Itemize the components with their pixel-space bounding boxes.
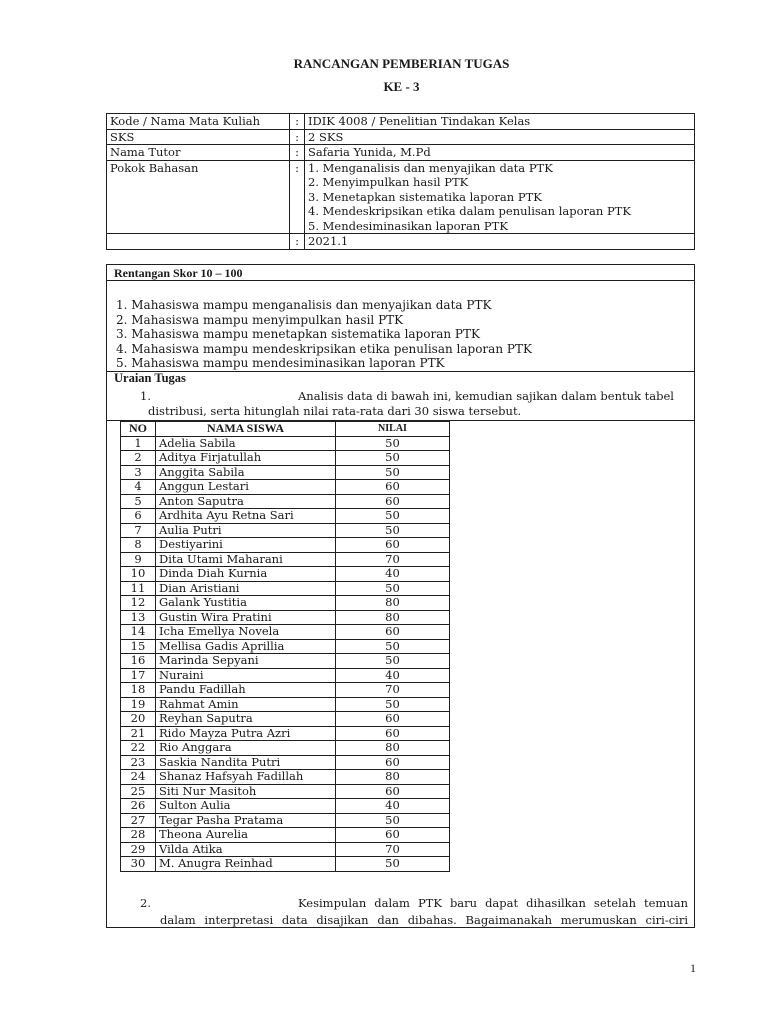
info-label: SKS: [107, 129, 290, 145]
row-number: 20: [121, 712, 156, 727]
topic-item: 1. Menganalisis dan menyajikan data PTK: [308, 160, 553, 175]
student-score: 50: [336, 451, 450, 466]
row-number: 26: [121, 799, 156, 814]
student-score: 60: [336, 625, 450, 640]
task-description-heading: Uraian Tugas: [114, 371, 186, 385]
table-row: [121, 581, 450, 596]
table-row: [121, 741, 450, 756]
table-row: [121, 567, 450, 582]
student-score: 80: [336, 610, 450, 625]
table-row: [121, 697, 450, 712]
table-header-row: [121, 422, 450, 437]
student-score: 80: [336, 741, 450, 756]
student-score: 50: [336, 639, 450, 654]
info-row-pokok-bahasan: [107, 160, 695, 234]
student-name: Dian Aristiani: [156, 581, 336, 596]
student-score: 50: [336, 509, 450, 524]
table-row: [121, 668, 450, 683]
info-separator: :: [290, 234, 305, 250]
student-score: 50: [336, 581, 450, 596]
row-number: 14: [121, 625, 156, 640]
objective-item: 2. Mahasiswa mampu menyimpulkan hasil PTK: [116, 312, 404, 327]
task-number: 1.: [140, 389, 151, 403]
task-2: [140, 895, 688, 929]
student-score: 60: [336, 494, 450, 509]
divider: [107, 280, 694, 281]
student-name: Vilda Atika: [156, 842, 336, 857]
student-name: Aditya Firjatullah: [156, 451, 336, 466]
table-row: [121, 799, 450, 814]
student-scores-table: [120, 421, 450, 872]
student-name: Anggita Sabila: [156, 465, 336, 480]
course-info-table: [106, 113, 695, 250]
table-row: [121, 625, 450, 640]
row-number: 4: [121, 480, 156, 495]
info-row-semester: [107, 234, 695, 250]
student-name: Gustin Wira Pratini: [156, 610, 336, 625]
info-label: [107, 234, 290, 250]
objective-item: 4. Mahasiswa mampu mendeskripsikan etika penulisan laporan PTK: [116, 341, 532, 356]
student-name: Nuraini: [156, 668, 336, 683]
student-score: 60: [336, 755, 450, 770]
row-number: 13: [121, 610, 156, 625]
table-row: [121, 610, 450, 625]
student-score: 40: [336, 799, 450, 814]
task-1: [140, 389, 686, 419]
table-row: [121, 755, 450, 770]
info-value: Safaria Yunida, M.Pd: [305, 145, 695, 161]
info-row-kode: [107, 114, 695, 130]
table-row: [121, 784, 450, 799]
table-row: [121, 494, 450, 509]
info-separator: :: [290, 114, 305, 130]
student-score: 50: [336, 813, 450, 828]
row-number: 11: [121, 581, 156, 596]
student-score: 60: [336, 726, 450, 741]
row-number: 7: [121, 523, 156, 538]
row-number: 8: [121, 538, 156, 553]
task-text: distribusi, serta hitunglah nilai rata-rata dari 30 siswa tersebut.: [148, 404, 522, 418]
student-score: 80: [336, 596, 450, 611]
row-number: 16: [121, 654, 156, 669]
student-score: 60: [336, 538, 450, 553]
student-score: 60: [336, 480, 450, 495]
student-score: 40: [336, 567, 450, 582]
objectives-list: [116, 298, 532, 371]
student-score: 60: [336, 712, 450, 727]
objective-item: 3. Mahasiswa mampu menetapkan sistematika laporan PTK: [116, 327, 480, 342]
score-range-label: Rentangan Skor 10 – 100: [114, 266, 243, 280]
table-row: [121, 465, 450, 480]
student-score: 60: [336, 784, 450, 799]
row-number: 29: [121, 842, 156, 857]
topic-item: 2. Menyimpulkan hasil PTK: [308, 175, 469, 189]
row-number: 28: [121, 828, 156, 843]
table-row: [121, 509, 450, 524]
student-name: Galank Yustitia: [156, 596, 336, 611]
table-row: [121, 654, 450, 669]
table-row: [121, 523, 450, 538]
info-value: IDIK 4008 / Penelitian Tindakan Kelas: [305, 114, 695, 130]
student-name: Dinda Diah Kurnia: [156, 567, 336, 582]
header-score: NILAI: [336, 422, 450, 437]
student-score: 70: [336, 683, 450, 698]
student-name: Aulia Putri: [156, 523, 336, 538]
student-score: 50: [336, 697, 450, 712]
page-number: 1: [690, 961, 696, 975]
divider: [107, 371, 694, 372]
student-name: Siti Nur Masitoh: [156, 784, 336, 799]
row-number: 17: [121, 668, 156, 683]
row-number: 21: [121, 726, 156, 741]
row-number: 3: [121, 465, 156, 480]
table-row: [121, 712, 450, 727]
info-separator: :: [290, 145, 305, 161]
table-row: [121, 813, 450, 828]
info-value: 2 SKS: [305, 129, 695, 145]
info-row-tutor: [107, 145, 695, 161]
student-name: Reyhan Saputra: [156, 712, 336, 727]
student-name: Saskia Nandita Putri: [156, 755, 336, 770]
row-number: 18: [121, 683, 156, 698]
info-value: 2021.1: [305, 234, 695, 250]
student-name: Pandu Fadillah: [156, 683, 336, 698]
student-score: 50: [336, 523, 450, 538]
student-score: 50: [336, 654, 450, 669]
student-name: Adelia Sabila: [156, 436, 336, 451]
student-score: 60: [336, 828, 450, 843]
student-score: 50: [336, 857, 450, 872]
student-name: Sulton Aulia: [156, 799, 336, 814]
table-row: [121, 436, 450, 451]
student-name: Rahmat Amin: [156, 697, 336, 712]
table-row: [121, 842, 450, 857]
row-number: 22: [121, 741, 156, 756]
student-name: Rido Mayza Putra Azri: [156, 726, 336, 741]
row-number: 23: [121, 755, 156, 770]
info-value-list: [305, 160, 695, 234]
info-separator: :: [290, 160, 305, 234]
task-text: Analisis data di bawah ini, kemudian sajikan dalam bentuk tabel: [298, 389, 674, 403]
table-row: [121, 480, 450, 495]
student-name: Icha Emellya Novela: [156, 625, 336, 640]
table-row: [121, 538, 450, 553]
row-number: 19: [121, 697, 156, 712]
document-title: RANCANGAN PEMBERIAN TUGAS: [293, 56, 510, 71]
topic-item: 4. Mendeskripsikan etika dalam penulisan laporan PTK: [308, 204, 631, 218]
row-number: 1: [121, 436, 156, 451]
student-name: Shanaz Hafsyah Fadillah: [156, 770, 336, 785]
student-score: 70: [336, 842, 450, 857]
student-score: 70: [336, 552, 450, 567]
table-row: [121, 857, 450, 872]
row-number: 6: [121, 509, 156, 524]
table-row: [121, 726, 450, 741]
header-no: NO: [121, 422, 156, 437]
student-score: 80: [336, 770, 450, 785]
row-number: 10: [121, 567, 156, 582]
info-label: Kode / Nama Mata Kuliah: [107, 114, 290, 130]
table-row: [121, 639, 450, 654]
student-name: Mellisa Gadis Aprillia: [156, 639, 336, 654]
student-score: 40: [336, 668, 450, 683]
student-name: Ardhita Ayu Retna Sari: [156, 509, 336, 524]
task-text: Kesimpulan dalam PTK baru dapat dihasilkan setelah temuan dalam interpretasi data disajikan dan dibahas. Bagaimanakah merumuskan ciri-ciri: [160, 896, 688, 927]
table-row: [121, 552, 450, 567]
objective-item: 1. Mahasiswa mampu menganalisis dan menyajikan data PTK: [116, 298, 492, 312]
student-name: Marinda Sepyani: [156, 654, 336, 669]
student-name: Tegar Pasha Pratama: [156, 813, 336, 828]
info-row-sks: [107, 129, 695, 145]
row-number: 9: [121, 552, 156, 567]
student-name: M. Anugra Reinhad: [156, 857, 336, 872]
student-score: 50: [336, 465, 450, 480]
student-name: Theona Aurelia: [156, 828, 336, 843]
student-name: Dita Utami Maharani: [156, 552, 336, 567]
student-name: Anton Saputra: [156, 494, 336, 509]
table-row: [121, 683, 450, 698]
topic-item: 5. Mendesiminasikan laporan PTK: [308, 218, 508, 233]
row-number: 30: [121, 857, 156, 872]
row-number: 2: [121, 451, 156, 466]
student-name: Anggun Lestari: [156, 480, 336, 495]
info-label: Pokok Bahasan: [107, 160, 290, 234]
document-subtitle: KE - 3: [383, 79, 420, 94]
table-row: [121, 828, 450, 843]
info-label: Nama Tutor: [107, 145, 290, 161]
student-name: Rio Anggara: [156, 741, 336, 756]
header-name: NAMA SISWA: [156, 422, 336, 437]
row-number: 24: [121, 770, 156, 785]
row-number: 12: [121, 596, 156, 611]
table-row: [121, 596, 450, 611]
row-number: 25: [121, 784, 156, 799]
table-row: [121, 451, 450, 466]
task-number: 2.: [140, 896, 151, 910]
table-row: [121, 770, 450, 785]
objective-item: 5. Mahasiswa mampu mendesiminasikan laporan PTK: [116, 356, 445, 371]
row-number: 5: [121, 494, 156, 509]
student-name: Destiyarini: [156, 538, 336, 553]
row-number: 27: [121, 813, 156, 828]
info-separator: :: [290, 129, 305, 145]
student-score: 50: [336, 436, 450, 451]
topic-item: 3. Menetapkan sistematika laporan PTK: [308, 189, 542, 204]
row-number: 15: [121, 639, 156, 654]
